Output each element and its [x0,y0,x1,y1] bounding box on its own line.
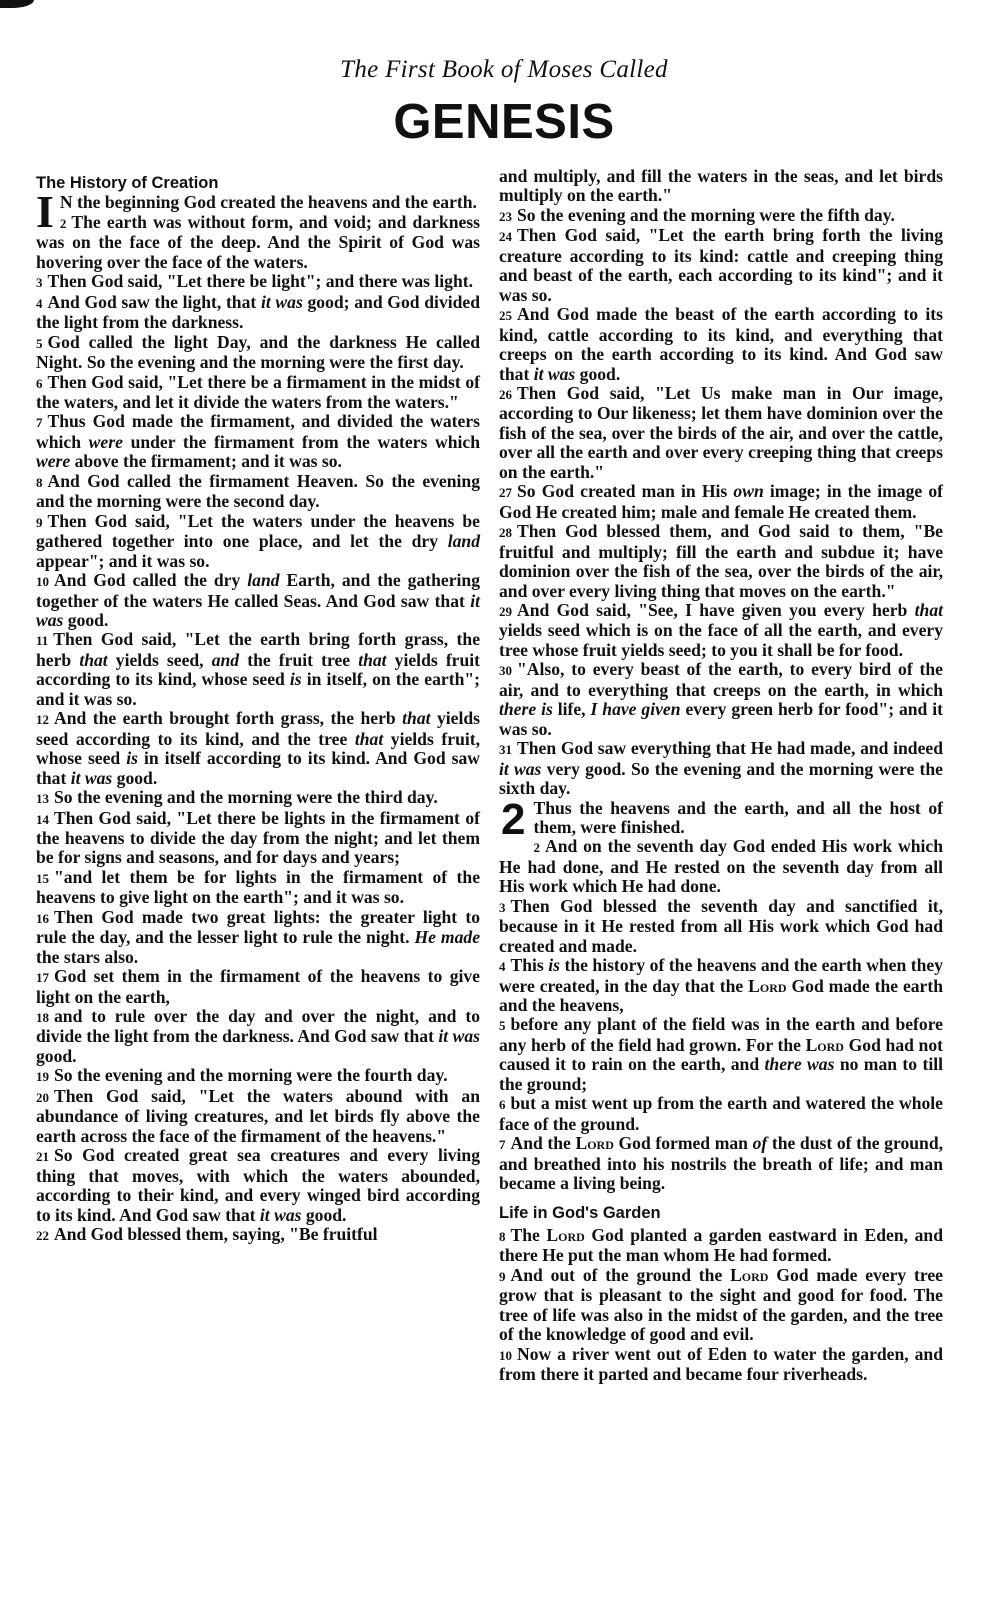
verse-number: 23 [499,208,512,224]
verse-31: 31 Then God saw everything that He had made, and indeed it was very good. So the evening and the morning were the sixth day. [499,738,943,799]
chapter-2-verse-10: 10 Now a river went out of Eden to water the garden, and from there it parted and became four riverheads. [499,1343,943,1385]
verse-28: 28 Then God blessed them, and God said to them, "Be fruitful and multiply; fill the earth and subdue it; have dominion over the fish of the sea, over the birds of the air, and over every living thing that moves on the earth." [499,521,943,601]
verse-number: 7 [36,415,43,431]
verse-26: 26 Then God said, "Let Us make man in Our image, according to Our likeness; let them have dominion over the fish of the sea, over the birds of the air, and over the cattle, over all the earth and over every creeping thing that creeps on the earth." [499,382,943,482]
section-heading-creation: The History of Creation [36,174,219,192]
verse-24: 24 Then God said, "Let the earth bring forth the living creature according to its kind: cattle and creeping thing and beast of the earth, each according to its kind"; and it was so. [499,225,943,305]
verse-number: 26 [499,386,512,402]
verse-number: 20 [36,1089,49,1105]
verse-15: 15 "and let them be for lights in the firmament of the heavens to give light on the earth"; and it was so. [36,866,480,908]
verse-number: 25 [499,308,512,324]
verse-10: 10 And God called the dry land Earth, and the gathering together of the waters He called Seas. And God saw that it was good. [36,570,480,630]
verse-1: I N the beginning God created the heavens and the earth. [36,186,477,238]
verse-number: 18 [36,1010,49,1026]
chapter-number: 2 [501,794,526,844]
verse-number: 2 [533,840,540,856]
verse-20: 20 Then God said, "Let the waters abound with an abundance of living creatures, and let birds fly above the earth across the face of the firmament of the heavens." [36,1085,480,1146]
verse-7: 7 Thus God made the firmament, and divided the waters which were under the firmament from the waters which were above the firmament; and it was so. [36,411,480,472]
verse-number: 10 [499,1347,512,1363]
verse-number: 2 [59,215,67,231]
book-subtitle: The First Book of Moses Called [340,56,668,83]
verse-number: 9 [36,514,43,530]
verse-number: 6 [499,1097,506,1113]
verse-number: 30 [499,663,512,679]
verse-number: 6 [36,375,43,391]
verse-13: 13 So the evening and the morning were the third day. [36,787,438,808]
chapter-2-verse-1: 2 Thus the heavens and the earth, and all the host of them, were finished. [501,794,943,844]
verse-22: 22 And God blessed them, saying, "Be fruitful [36,1224,378,1245]
verse-29: 29 And God said, "See, I have given you every herb that yields seed which is on the face of all the earth, and every tree whose fruit yields seed; to you it shall be for food. [499,599,943,660]
verse-number: 21 [36,1149,49,1165]
verse-21: 21 So God created great sea creatures and every living thing that moves, with which the waters abounded, according to their kind, and every winged bird according to its kind. And God saw that it was good. [36,1145,480,1225]
drop-cap: I [36,186,54,238]
verse-number: 10 [36,574,49,590]
chapter-2-verse-5: 5 before any plant of the field was in the earth and before any herb of the field had grown. For the Lord God had not caused it to rain on the earth, and there was no man to till the ground; [499,1014,944,1094]
verse-number: 19 [36,1069,49,1085]
verse-number: 11 [36,633,49,649]
verse-number: 28 [499,525,512,541]
verse-19: 19 So the evening and the morning were the fourth day. [36,1065,448,1086]
verse-23: 23 So the evening and the morning were the fifth day. [499,204,895,225]
verse-number: 16 [36,910,49,926]
verse-number: 12 [36,712,49,728]
verse-12: 12 And the earth brought forth grass, the herb that yields seed according to its kind, and the tree that yields fruit, whose seed is in itself according to its kind. And God saw that it was good. [36,708,480,788]
verse-3: 3 Then God said, "Let there be light"; and there was light. [36,271,474,292]
verse-number: 7 [499,1137,506,1153]
verse-number: 4 [36,295,43,311]
section-heading-garden: Life in God's Garden [499,1203,661,1222]
verse-27: 27 So God created man in His own image; in the image of God He created him; male and female He created them. [499,481,943,522]
verse-5: 5 God called the light Day, and the darkness He called Night. So the evening and the morning were the first day. [36,331,480,373]
book-title: GENESIS [393,95,615,149]
verse-number: 9 [499,1268,506,1284]
chapter-2-verse-3: 3 Then God blessed the seventh day and sanctified it, because in it He rested from all His work which God had created and made. [499,895,943,956]
verse-number: 13 [36,791,49,807]
chapter-2-verse-4: 4 This is the history of the heavens and the earth when they were created, in the day that the Lord God made the earth and the heavens, [499,955,944,1016]
verse-number: 4 [499,959,506,975]
verse-number: 22 [36,1228,49,1244]
chapter-2-verse-8: 8 The Lord God planted a garden eastward in Eden, and there He put the man whom He had formed. [499,1225,943,1266]
chapter-2-verse-2: 2 And on the seventh day God ended His work which He had done, and He rested on the seventh day from all His work which He had done. [499,836,943,897]
verse-number: 27 [499,485,512,501]
verse-number: 31 [499,742,512,758]
page-edge-mark [0,0,34,8]
verse-number: 8 [36,474,43,490]
verse-number: 5 [36,335,43,351]
verse-4: 4 And God saw the light, that it was good; and God divided the light from the darkness. [36,291,481,333]
chapter-2-verse-6: 6 but a mist went up from the earth and watered the whole face of the ground. [499,1093,943,1134]
verse-number: 24 [499,229,512,245]
verse-number: 29 [499,603,512,619]
chapter-2-verse-9: 9 And out of the ground the Lord God made every tree grow that is pleasant to the sight and good for food. The tree of life was also in the midst of the garden, and the tree of the knowledge of good and evil. [499,1264,943,1345]
verse-18: 18 and to rule over the day and over the night, and to divide the light from the darkness. And God saw that it was good. [36,1006,480,1066]
right-column [499,167,943,1385]
verse-number: 15 [36,870,49,886]
verse-number: 3 [499,899,506,915]
verse-number: 5 [499,1018,506,1034]
verse-9: 9 Then God said, "Let the waters under the heavens be gathered together into one place, and let the dry land appear"; and it was so. [36,510,480,571]
verse-14: 14 Then God said, "Let there be lights in the firmament of the heavens to divide the day from the night; and let them be for signs and seasons, and for days and years; [36,807,480,868]
verse-11: 11 Then God said, "Let the earth bring forth grass, the herb that yields seed, and the fruit tree that yields fruit according to its kind, whose seed is in itself, on the earth"; and it was so. [36,629,481,709]
chapter-2-verse-7: 7 And the Lord God formed man of the dust of the ground, and breathed into his nostrils the breath of life; and man became a living being. [499,1133,944,1194]
verse-number: 8 [499,1229,506,1245]
verse-17: 17 God set them in the firmament of the heavens to give light on the earth, [36,966,480,1007]
verse-number: 14 [36,811,49,827]
verse-2: 2 The earth was without form, and void; and darkness was on the face of the deep. And the Spirit of God was hovering over the face of the waters. [36,211,480,272]
left-column [36,174,480,1245]
verse-16: 16 Then God made two great lights: the greater light to rule the day, and the lesser light to rule the night. He made the stars also. [36,906,481,967]
verse-30: 30 "Also, to every beast of the earth, to every bird of the air, and to everything that creeps on the earth, in which there is life, I have given every green herb for food"; and it was so. [499,659,944,739]
verse-25: 25 And God made the beast of the earth according to its kind, cattle according to its kind, and everything that creeps on the earth according to its kind. And God saw that it was good. [499,304,943,384]
verse-22-continued: and multiply, and fill the waters in the seas, and let birds multiply on the earth." [499,166,943,206]
verse-number: 3 [36,275,43,291]
verse-6: 6 Then God said, "Let there be a firmament in the midst of the waters, and let it divide the waters from the waters." [36,371,480,412]
verse-number: 17 [36,970,49,986]
verse-8: 8 And God called the firmament Heaven. So the evening and the morning were the second day. [36,470,480,512]
